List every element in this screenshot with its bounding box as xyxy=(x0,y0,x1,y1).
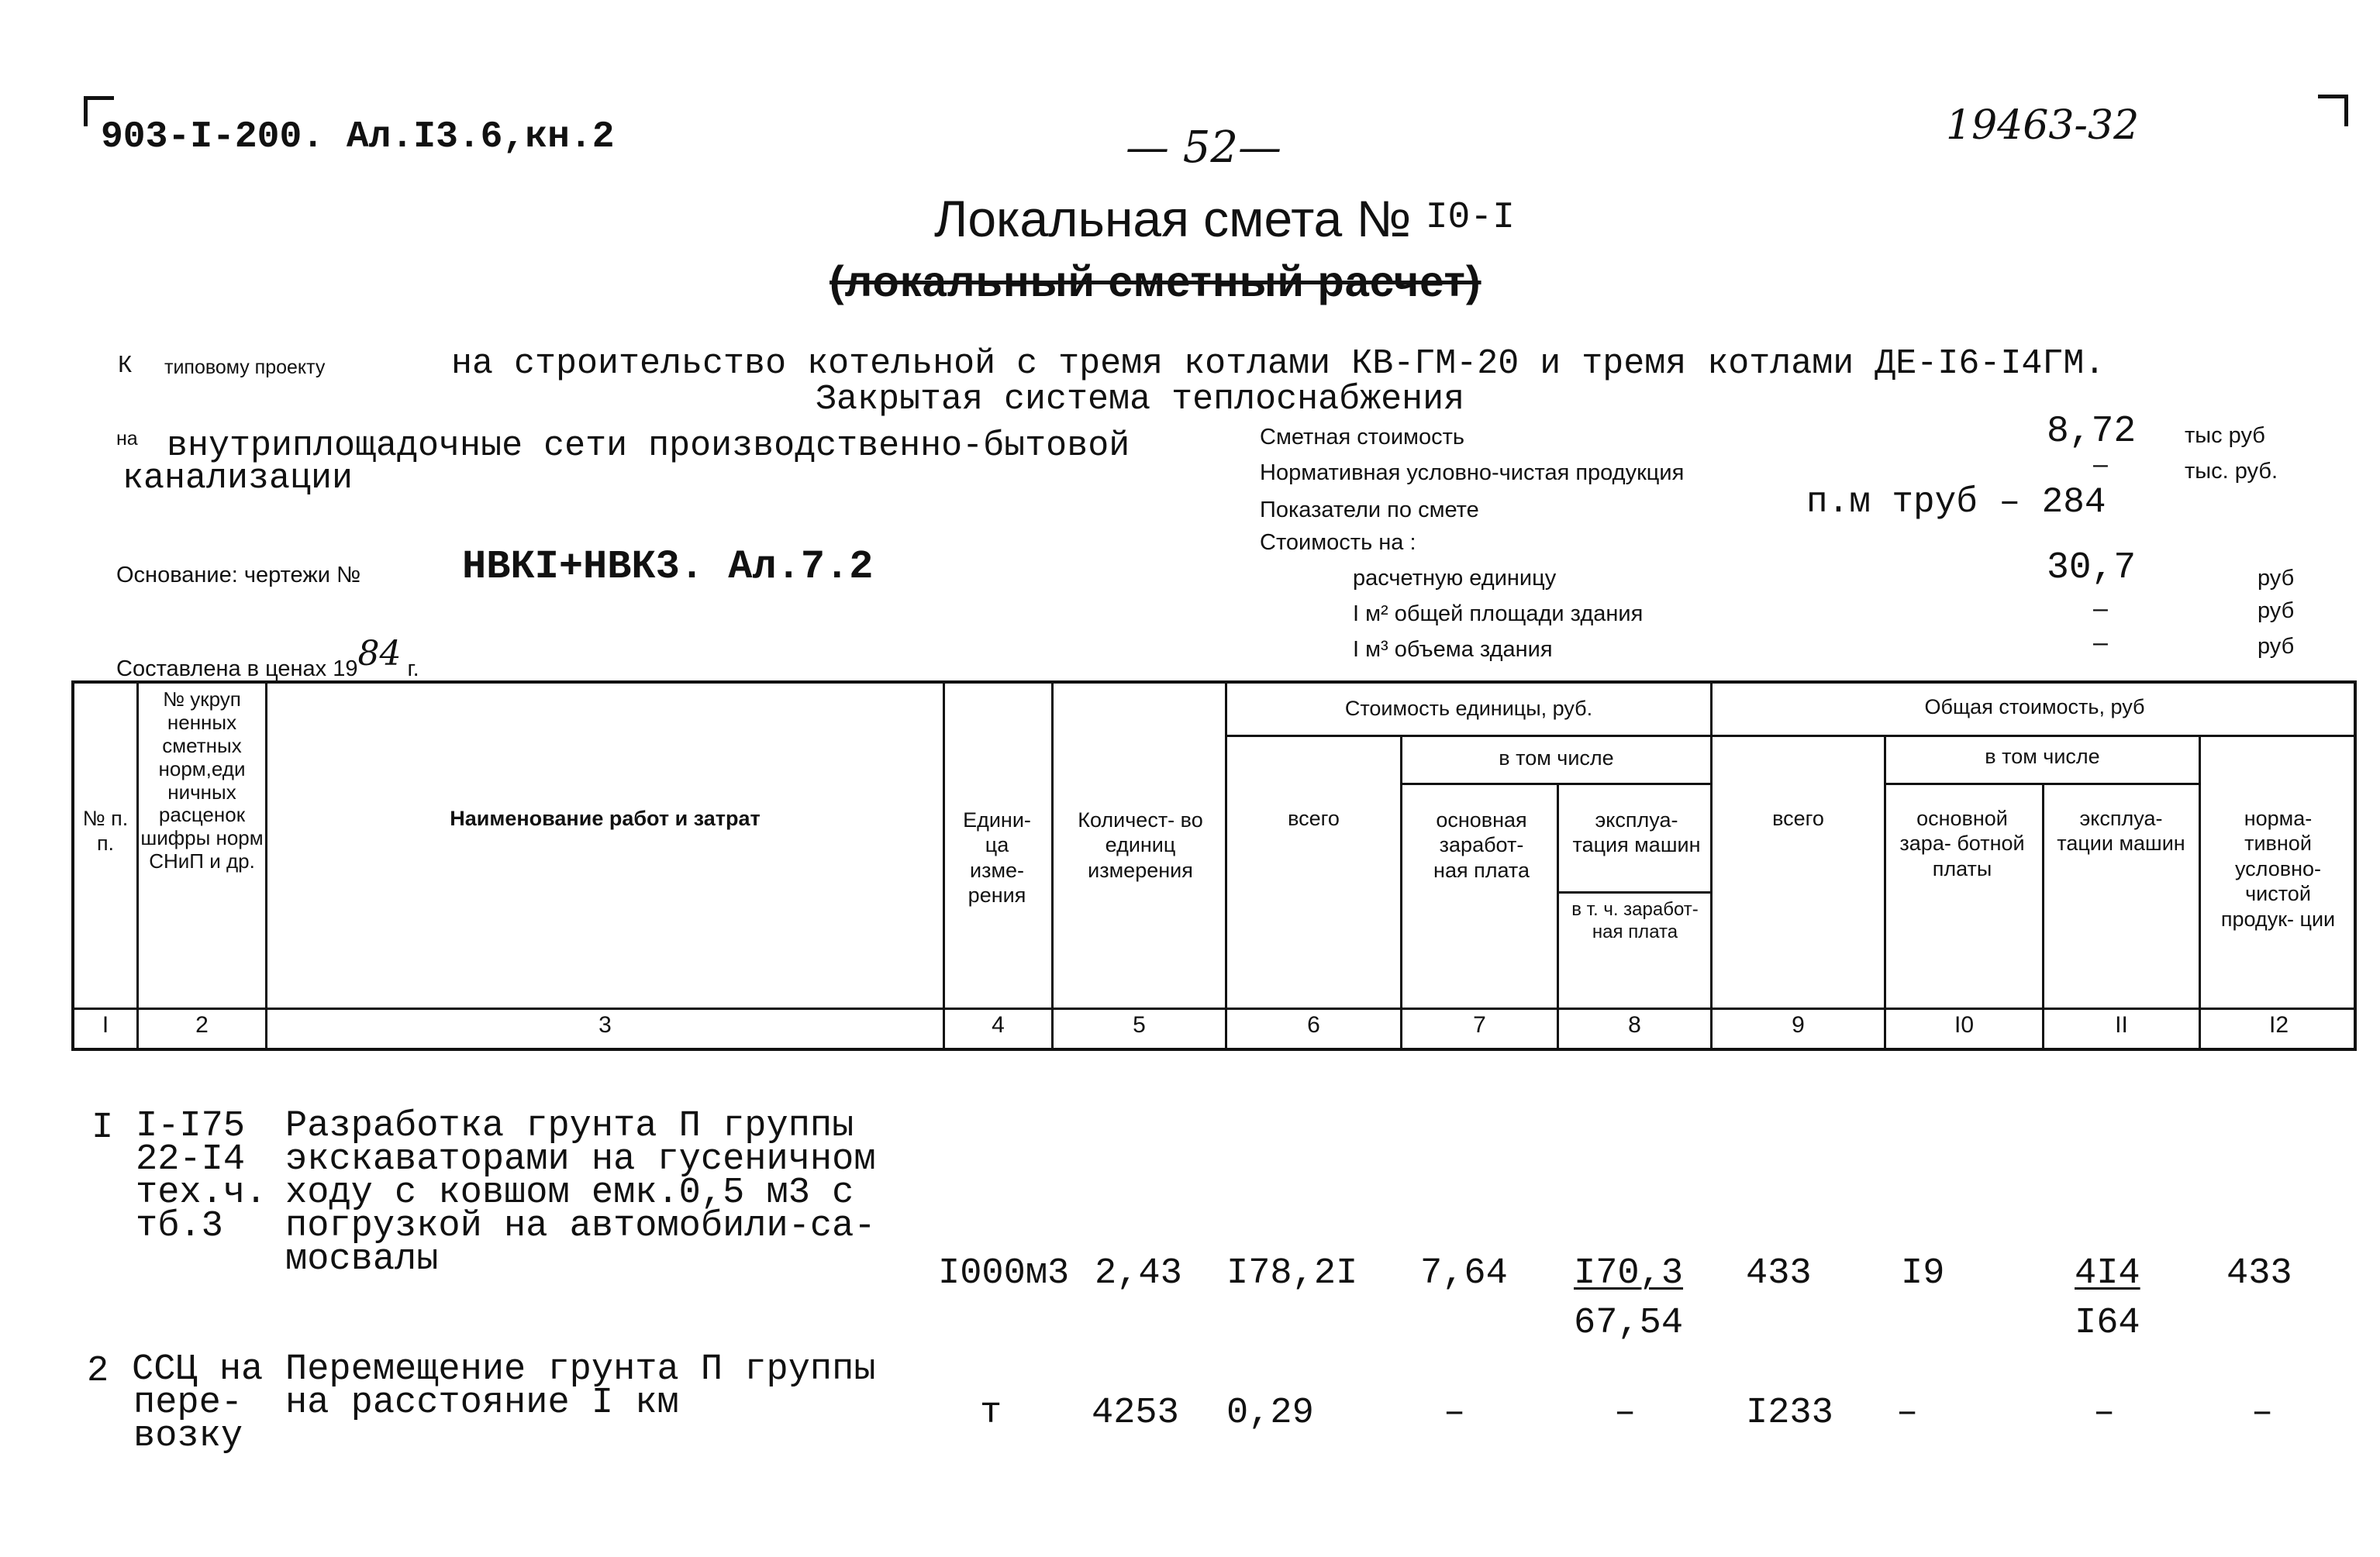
col-line xyxy=(1225,684,1227,1048)
normative-value: – xyxy=(2093,450,2108,479)
row-1-name-line: ходу с ковшом емк.0,5 м3 с xyxy=(285,1173,854,1214)
row-1-name xyxy=(285,1106,876,1280)
col-header-5: Количест- во единиц измерения xyxy=(1078,808,1203,882)
row-2-total: I233 xyxy=(1746,1393,1833,1434)
col-number: 3 xyxy=(598,1012,612,1038)
row-1-code-line: I-I75 xyxy=(136,1106,246,1147)
area-unit: руб xyxy=(2258,598,2295,623)
group-header-total-cost: Общая стоимость, руб xyxy=(1924,695,2145,718)
row-line xyxy=(1557,891,1710,894)
row-1-unit-wage: 7,64 xyxy=(1420,1253,1508,1294)
basis-label: Основание: чертежи № xyxy=(116,563,361,587)
page-title xyxy=(934,189,1515,248)
project-prefix-label: типовому проекту xyxy=(164,357,326,378)
page-number: — 52— xyxy=(1126,122,1282,173)
row-2-name-line: на расстояние I км xyxy=(285,1383,679,1424)
row-2-unit-wage: – xyxy=(1444,1393,1466,1434)
area-value: – xyxy=(2093,594,2108,623)
prices-year: 84 xyxy=(357,634,402,673)
basis-value: НВКI+НВК3. Ал.7.2 xyxy=(462,544,874,590)
col-line xyxy=(1710,684,1713,1048)
struck-subtitle: (локальный сметный расчет) xyxy=(830,257,1481,305)
row-line xyxy=(1400,783,1710,785)
unit-unit: руб xyxy=(2258,566,2295,591)
row-2-unit: т xyxy=(980,1393,1002,1434)
row-1-name-line: погрузкой на автомобили-са- xyxy=(285,1206,876,1247)
doc-code: 903-I-200. Ал.I3.6,кн.2 xyxy=(101,116,615,158)
area-label: I м² общей площади здания xyxy=(1353,601,1644,626)
title-number: I0-I xyxy=(1425,197,1515,239)
col-number: 8 xyxy=(1628,1012,1641,1038)
unit-value: 30,7 xyxy=(2047,547,2137,589)
col-number: 4 xyxy=(992,1012,1005,1038)
volume-unit: руб xyxy=(2258,634,2295,659)
col-number: 6 xyxy=(1307,1012,1320,1038)
row-1-total-wage: I9 xyxy=(1901,1253,1945,1294)
row-line xyxy=(1884,783,2199,785)
row-1-unit: I000м3 xyxy=(938,1253,1070,1294)
normative-label: Нормативная условно-чистая продукция xyxy=(1260,460,1685,485)
incl-header-unit: в том числе xyxy=(1499,746,1614,770)
col-header-11: эксплуа- тации машин xyxy=(2057,807,2185,856)
col-header-2: № укруп ненных сметных норм,еди ничных расценок шифры норм СНиП и др. xyxy=(140,687,264,873)
col-header-4: Едини- ца изме- рения xyxy=(963,808,1031,908)
row-1-code-line: 22-I4 xyxy=(136,1139,246,1180)
row-1-code xyxy=(136,1106,267,1247)
row-2-total-wage: – xyxy=(1896,1393,1919,1434)
row-line xyxy=(1225,735,2357,737)
row-1-code-line: тб.3 xyxy=(136,1206,223,1247)
row-1-total-machines: 4I4 xyxy=(2075,1253,2140,1294)
row-1-name-line: экскаваторами на гусеничном xyxy=(285,1139,876,1180)
row-line xyxy=(74,1008,2357,1010)
col-header-12: норма- тивной условно- чистой продук- ции xyxy=(2220,807,2336,931)
indicators-label: Показатели по смете xyxy=(1260,498,1479,522)
row-2-total-machines: – xyxy=(2093,1393,2116,1434)
row-2-total-normative: – xyxy=(2251,1393,2274,1434)
cost-per-label: Стоимость на : xyxy=(1260,530,1416,555)
subject-line1: внутриплощадочные сети производственно-бытовой xyxy=(167,426,1130,466)
col-header-1: № п. п. xyxy=(82,807,129,856)
col-line xyxy=(943,684,945,1048)
subject-line2: канализации xyxy=(122,459,354,498)
prices-label xyxy=(116,634,419,682)
volume-label: I м³ объема здания xyxy=(1353,637,1553,662)
project-prefix-k: К xyxy=(118,350,133,377)
col-header-7: основная заработ- ная плата xyxy=(1433,808,1530,882)
col-header-10: основной зара- ботной платы xyxy=(1899,807,2025,880)
row-2-number: 2 xyxy=(87,1351,109,1392)
col-number: 5 xyxy=(1133,1012,1146,1038)
row-2-code-line: пере- xyxy=(133,1383,243,1424)
project-text-line2: Закрытая система теплоснабжения xyxy=(816,380,1465,419)
group-header-unit-cost: Стоимость единицы, руб. xyxy=(1344,697,1593,720)
estimate-table-header xyxy=(71,680,2357,1051)
estimated-cost-unit: тыс руб xyxy=(2185,423,2265,448)
col-line xyxy=(1051,684,1054,1048)
row-1-total-normative: 433 xyxy=(2227,1253,2292,1294)
row-1-number: I xyxy=(91,1107,114,1149)
row-1-total: 433 xyxy=(1746,1253,1812,1294)
prices-suffix: г. xyxy=(407,656,419,681)
col-number: II xyxy=(2115,1012,2128,1038)
project-text-line1: на строительство котельной с тремя котлами КВ-ГМ-20 и тремя котлами ДЕ-I6-I4ГМ. xyxy=(451,344,2106,384)
col-header-3: Наименование работ и затрат xyxy=(450,807,761,830)
archive-number: 19463-32 xyxy=(1946,102,2140,149)
row-1-name-line: Разработка грунта П группы xyxy=(285,1106,854,1147)
col-header-9: всего xyxy=(1772,807,1824,830)
row-1-unit-total: I78,2I xyxy=(1226,1253,1358,1294)
estimated-cost-value: 8,72 xyxy=(2047,411,2137,453)
row-1-qty: 2,43 xyxy=(1095,1253,1182,1294)
unit-label: расчетную единицу xyxy=(1353,566,1557,591)
col-line xyxy=(2199,736,2201,1048)
subject-on-label: на xyxy=(116,428,138,450)
volume-value: – xyxy=(2093,628,2108,657)
row-2-name-line: Перемещение грунта П группы xyxy=(285,1349,876,1390)
row-1-unit-machines: I70,3 xyxy=(1574,1253,1684,1294)
row-2-code-line: возку xyxy=(133,1416,243,1457)
normative-unit: тыс. руб. xyxy=(2185,459,2278,484)
title-main: Локальная смета № xyxy=(934,190,1412,247)
col-number: I0 xyxy=(1954,1012,1975,1038)
col-number: 2 xyxy=(195,1012,209,1038)
row-2-code xyxy=(132,1349,264,1457)
indicators-value: п.м труб – 284 xyxy=(1806,482,2106,522)
row-1-code-line: тех.ч. xyxy=(136,1173,267,1214)
col-line xyxy=(265,684,267,1048)
col-number: I2 xyxy=(2268,1012,2289,1038)
row-2-code-line: ССЦ на xyxy=(132,1349,264,1390)
col-header-8a: эксплуа- тация машин xyxy=(1572,808,1701,857)
row-1-unit-machines-wage: 67,54 xyxy=(1574,1303,1684,1344)
col-header-6: всего xyxy=(1288,807,1340,830)
prices-label-text: Составлена в ценах 19 xyxy=(116,656,358,681)
col-number: 7 xyxy=(1473,1012,1486,1038)
col-number: I xyxy=(102,1012,109,1038)
row-2-unit-total: 0,29 xyxy=(1226,1393,1314,1434)
col-number: 9 xyxy=(1792,1012,1805,1038)
row-2-qty: 4253 xyxy=(1092,1393,1179,1434)
row-1-total-machines-wage: I64 xyxy=(2075,1303,2140,1344)
estimated-cost-label: Сметная стоимость xyxy=(1260,425,1464,450)
corner-mark-right xyxy=(2318,95,2348,126)
incl-header-total: в том числе xyxy=(1985,745,2100,768)
row-2-unit-machines: – xyxy=(1614,1393,1637,1434)
row-2-name xyxy=(285,1349,876,1424)
row-1-name-line: мосвалы xyxy=(285,1239,439,1280)
col-header-8b: в т. ч. заработ- ная плата xyxy=(1571,899,1699,942)
